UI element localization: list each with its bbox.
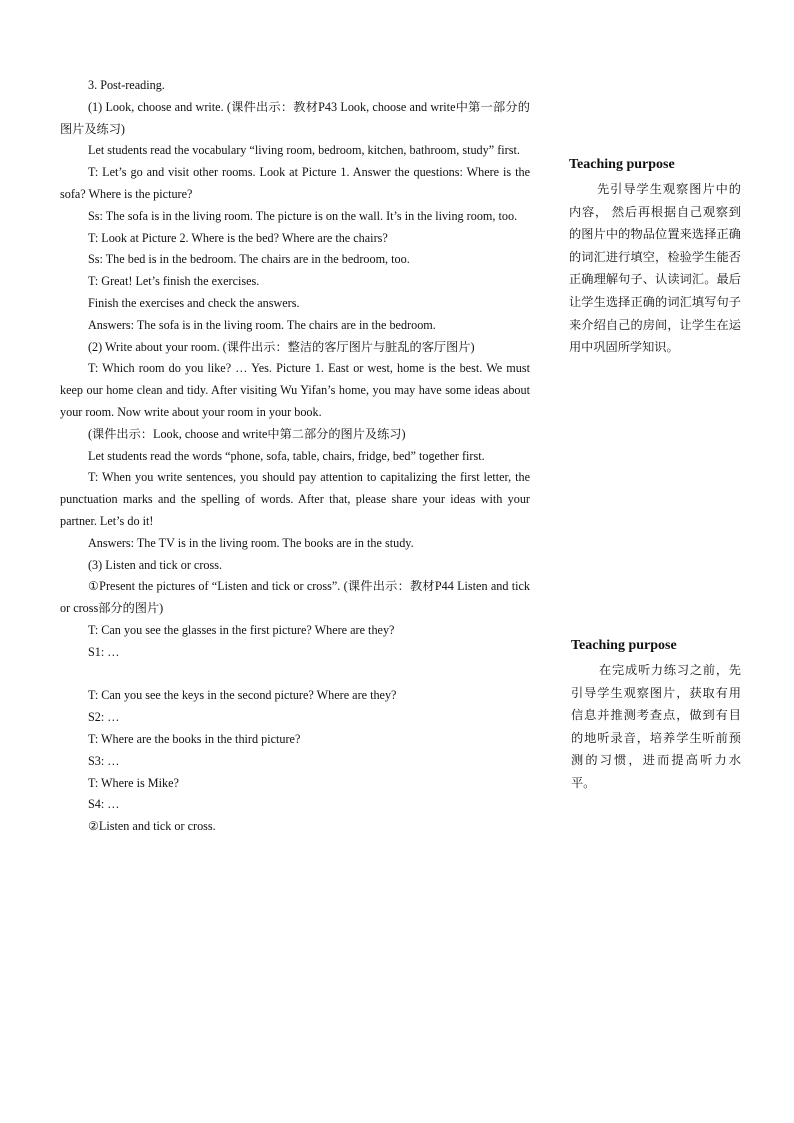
- note-heading: Teaching purpose: [571, 638, 677, 653]
- paragraph: ①Present the pictures of “Listen and tick or cross”. (课件出示：教材P44 Listen and tick or cross部分的图片): [60, 579, 530, 616]
- teaching-purpose-note: [571, 637, 741, 795]
- paragraph: Let students read the vocabulary “living room, bedroom, kitchen, bathroom, study” first.: [88, 143, 520, 158]
- teaching-purpose-note: [569, 156, 741, 359]
- answers-line: Answers: The TV is in the living room. The books are in the study.: [88, 535, 414, 550]
- paragraph: ②Listen and tick or cross.: [88, 819, 216, 834]
- students-line: Ss: The bed is in the bedroom. The chairs are in the bedroom, too.: [88, 252, 410, 267]
- note-heading: Teaching purpose: [569, 157, 675, 172]
- note-text: 在完成听力练习之前，先引导学生观察图片，获取有用信息并推测考查点，做到有目的地听录音，培养学生听前预测的习惯，进而提高听力水平。: [571, 663, 741, 790]
- teacher-line: T: Let’s go and visit other rooms. Look at Picture 1. Answer the questions: Where is the sofa? Where is the picture?: [60, 165, 530, 201]
- courseware-note: (课件出示：Look, choose and write中第二部分的图片及练习): [88, 426, 406, 441]
- teacher-line: T: Where are the books in the third picture?: [88, 731, 301, 746]
- answers-line: Answers: The sofa is in the living room. The chairs are in the bedroom.: [88, 317, 436, 332]
- student-line: S4: …: [88, 797, 120, 812]
- teacher-line: T: Can you see the keys in the second picture? Where are they?: [88, 688, 397, 703]
- activity-3-heading: (3) Listen and tick or cross.: [88, 557, 223, 572]
- student-line: S2: …: [88, 710, 120, 725]
- teacher-line: T: Where is Mike?: [88, 775, 179, 790]
- teacher-line: T: Which room do you like? … Yes. Picture 1. East or west, home is the best. We must keep our home clean and tidy. After visiting Wu Yifan’s home, you may have some ideas about your room. Now write about your room in your book.: [60, 361, 530, 419]
- teacher-line: T: When you write sentences, you should pay attention to capitalizing the first letter, the punctuation marks and the spelling of words. After that, please share your ideas with your partner. Let’s do it!: [60, 470, 530, 528]
- step-heading: 3. Post-reading.: [88, 78, 165, 92]
- lesson-body: [60, 75, 530, 838]
- student-line: S3: …: [88, 753, 120, 768]
- activity-2-heading: (2) Write about your room. (课件出示：整洁的客厅图片与脏乱的客厅图片): [88, 339, 475, 354]
- teacher-line: T: Can you see the glasses in the first picture? Where are they?: [88, 622, 395, 637]
- activity-1-heading: (1) Look, choose and write. (课件出示：教材P43 Look, choose and write中第一部分的图片及练习): [60, 99, 530, 136]
- teacher-line: T: Look at Picture 2. Where is the bed? Where are the chairs?: [88, 230, 388, 245]
- student-line: S1: …: [88, 644, 120, 659]
- note-text: 先引导学生观察图片中的内容， 然后再根据自己观察到的图片中的物品位置来选择正确的词汇进行填空，检验学生能否正确理解句子、认读词汇。最后让学生选择正确的词汇填写句子来介绍自己的房间，让学生在运用中巩固所学知识。: [569, 182, 741, 355]
- paragraph: Let students read the words “phone, sofa, table, chairs, fridge, bed” together first.: [88, 448, 485, 463]
- paragraph: Finish the exercises and check the answers.: [88, 295, 300, 310]
- students-line: Ss: The sofa is in the living room. The picture is on the wall. It’s in the living room, too.: [88, 208, 518, 223]
- teacher-line: T: Great! Let’s finish the exercises.: [88, 274, 260, 289]
